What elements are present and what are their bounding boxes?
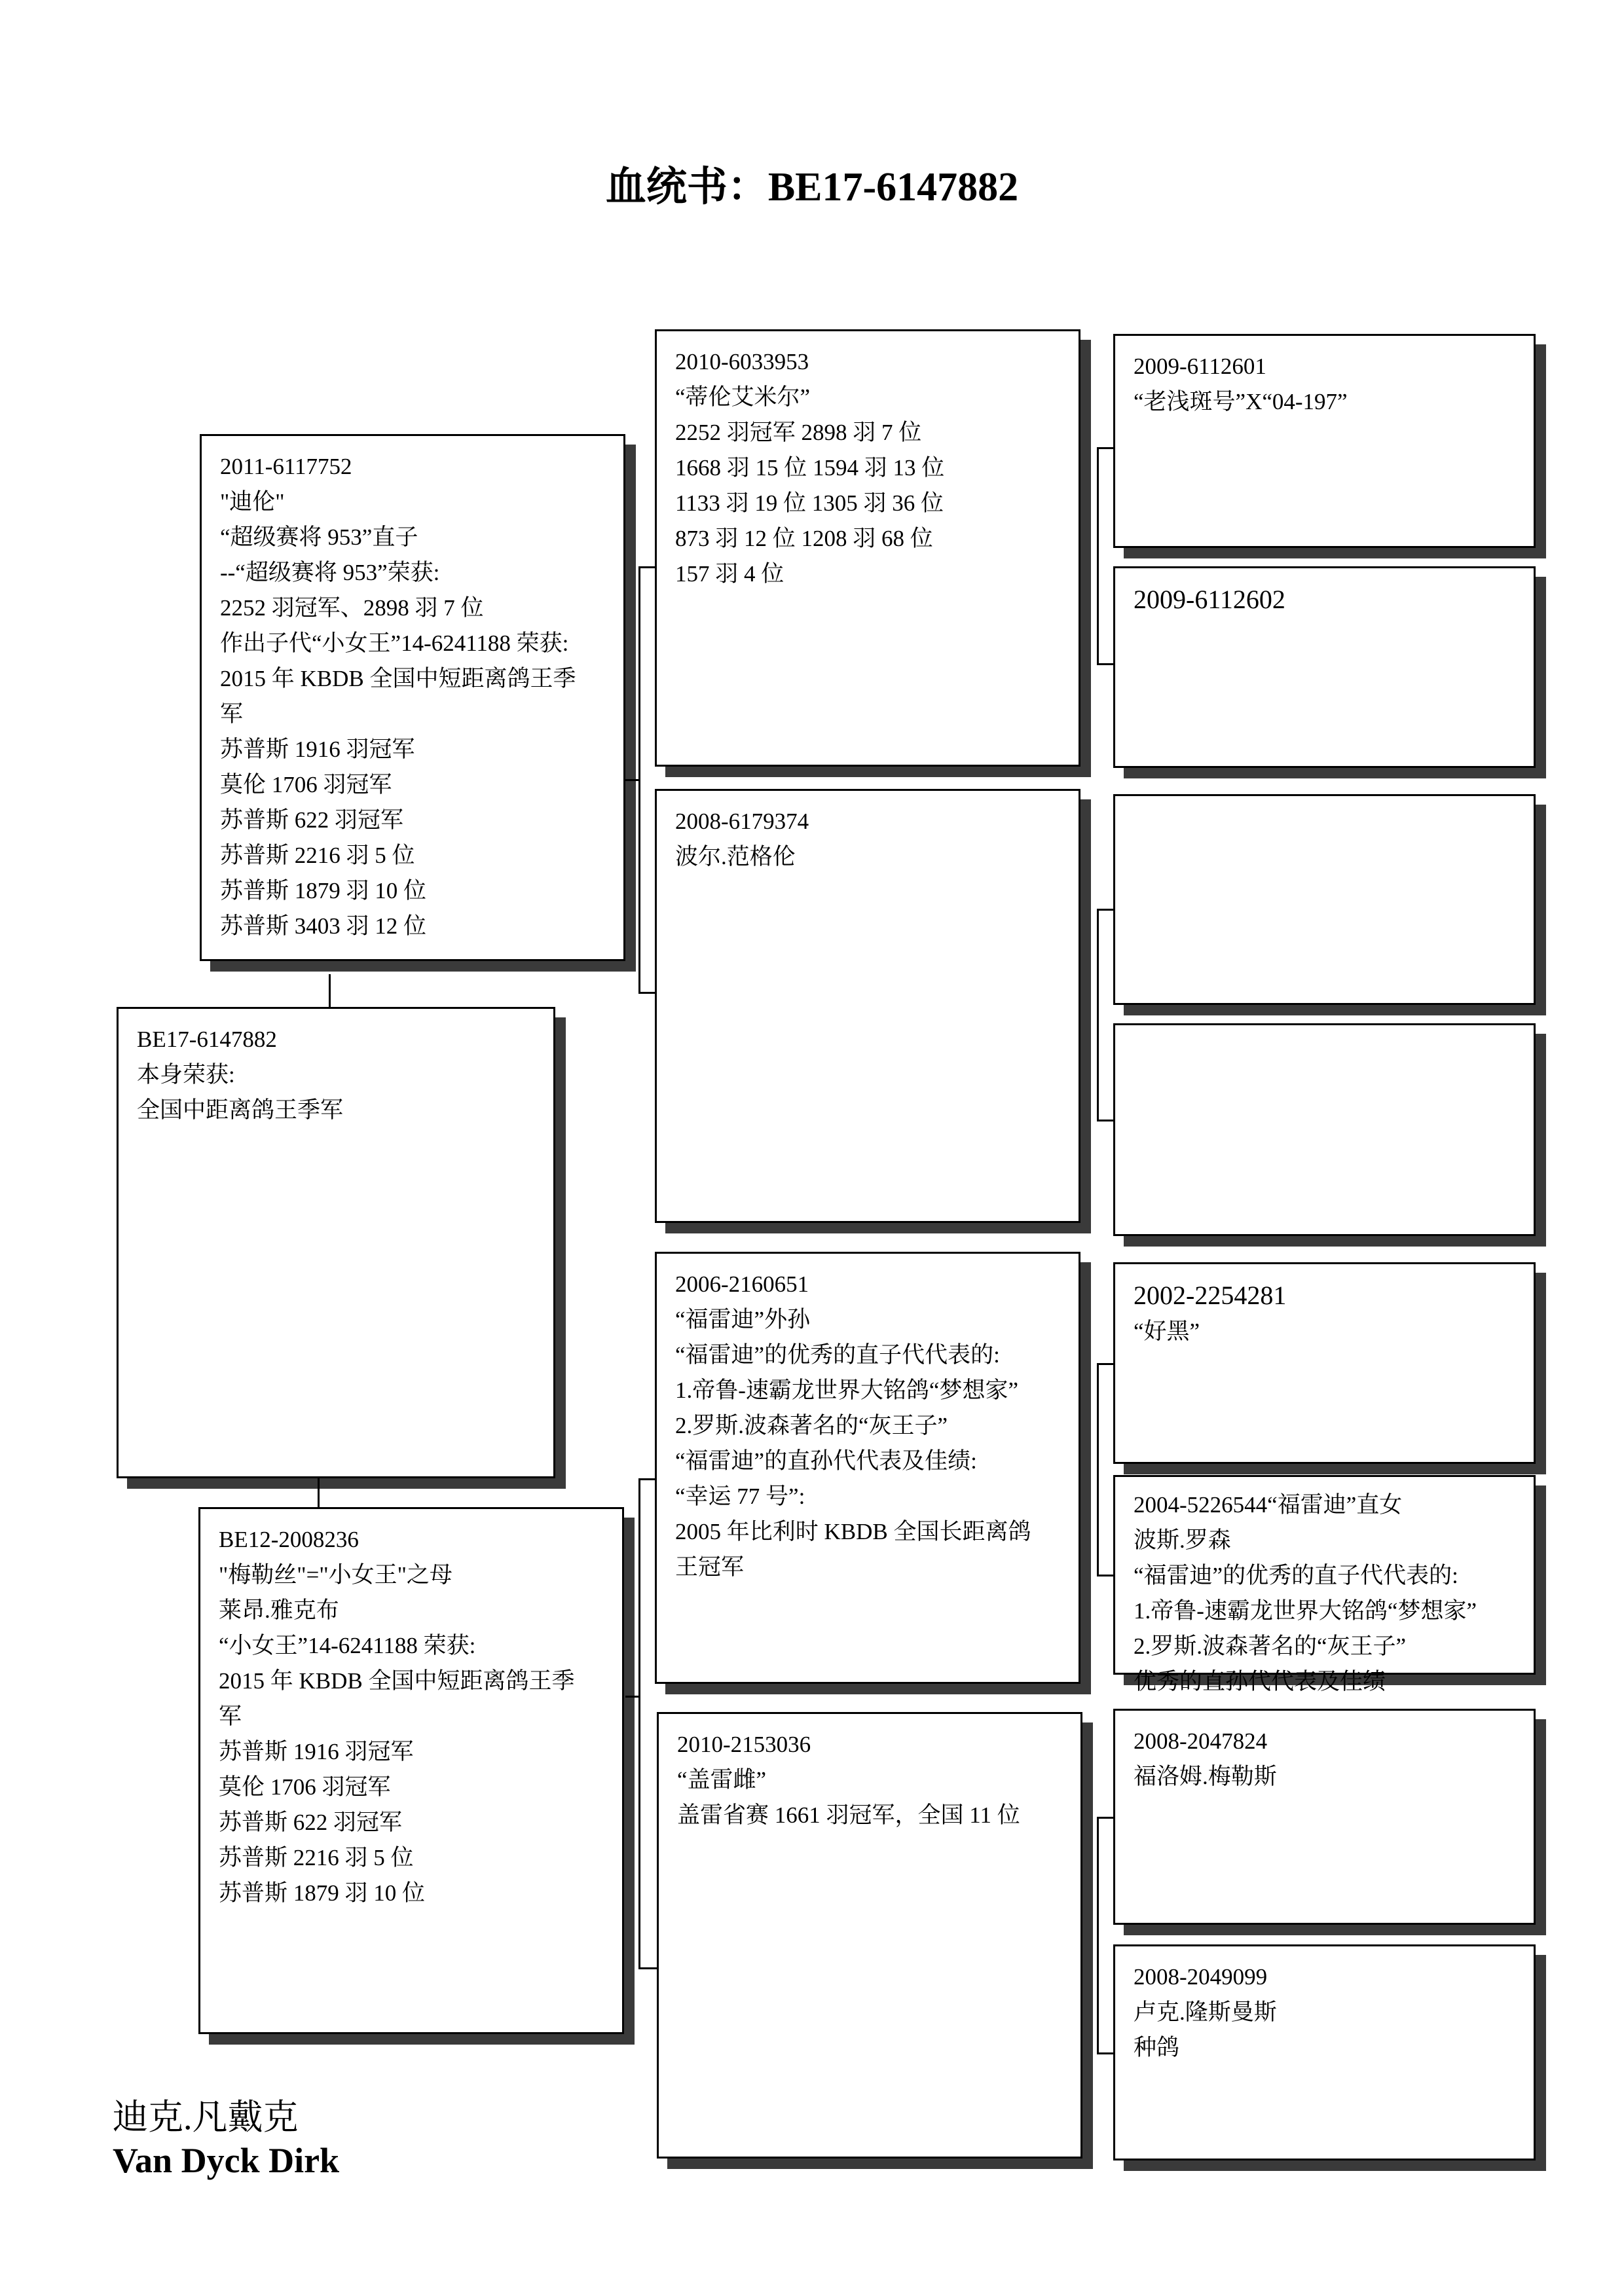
sire-line: 苏普斯 622 羽冠军 [220, 807, 404, 833]
sire-box [200, 434, 625, 961]
sire-sire-line: 1668 羽 15 位 1594 羽 13 位 [675, 455, 945, 481]
sire-line: --“超级赛将 953”荣获: [220, 560, 440, 585]
connector-line [638, 1478, 640, 1967]
g3-box-6 [1113, 1475, 1536, 1694]
dam-dam-box [657, 1712, 1082, 2159]
subject-line: 本身荣获: [137, 1062, 235, 1087]
sire-line: “超级赛将 953”直子 [220, 524, 418, 550]
connector-line [1097, 1363, 1099, 1575]
connector-line [329, 974, 331, 1007]
connector-line [1097, 447, 1099, 663]
dam-sire-line: 2.罗斯.波森著名的“灰王子” [675, 1413, 948, 1438]
dam-sire-line: 1.帝鲁-速霸龙世界大铭鸽“梦想家” [675, 1377, 1018, 1403]
subject-box [117, 1007, 555, 1478]
connector-line [638, 1967, 657, 1969]
sire-dam-line: 波尔.范格伦 [675, 844, 796, 869]
connector-line [1097, 1575, 1113, 1576]
sire-line: 苏普斯 1916 羽冠军 [220, 737, 415, 762]
dam-line: 苏普斯 2216 羽 5 位 [219, 1845, 414, 1870]
g3-6-line: 优秀的直孙代代表及佳绩 [1134, 1669, 1386, 1694]
dam-line: 2015 年 KBDB 全国中短距离鸽王季 [219, 1668, 575, 1694]
dam-dam-ring: 2010-2153036 [677, 1732, 811, 1757]
sire-line: 军 [220, 701, 244, 727]
g3-box-1 [1113, 334, 1536, 548]
subject-line: 全国中距离鸽王季军 [137, 1097, 344, 1123]
sire-line: 苏普斯 2216 羽 5 位 [220, 843, 415, 868]
g3-7-ring: 2008-2047824 [1134, 1728, 1268, 1754]
connector-line [1097, 1120, 1113, 1121]
sire-sire-line: 1133 羽 19 位 1305 羽 36 位 [675, 490, 944, 516]
connector-line [638, 566, 640, 992]
g3-box-4 [1113, 1023, 1536, 1236]
g3-box-2 [1113, 566, 1536, 768]
g3-box-8 [1113, 1944, 1536, 2160]
dam-line: 苏普斯 1916 羽冠军 [219, 1739, 414, 1764]
g3-6-ring: 2004-5226544“福雷迪”直女 [1134, 1492, 1403, 1518]
connector-line [625, 779, 638, 781]
connector-line [1097, 1363, 1113, 1365]
sire-sire-line: 873 羽 12 位 1208 羽 68 位 [675, 526, 933, 551]
dam-line: 莱昂.雅克布 [219, 1597, 339, 1623]
page-title: 血统书：BE17-6147882 [605, 165, 1019, 210]
dam-line: 苏普斯 1879 羽 10 位 [219, 1880, 426, 1906]
g3-5-ring: 2002-2254281 [1134, 1281, 1287, 1310]
sire-line: 作出子代“小女王”14-6241188 荣获: [220, 630, 569, 656]
g3-7-line: 福洛姆.梅勒斯 [1134, 1764, 1277, 1789]
dam-line: "梅勒丝"="小女王"之母 [219, 1562, 452, 1588]
sire-ring: 2011-6117752 [220, 454, 352, 479]
g3-box-5 [1113, 1262, 1536, 1464]
sire-sire-box [655, 329, 1080, 767]
sire-line: "迪伦" [220, 489, 285, 515]
connector-line [638, 992, 655, 994]
connector-line [1097, 1817, 1113, 1819]
sire-line: 苏普斯 3403 羽 12 位 [220, 913, 427, 939]
connector-line [625, 1696, 638, 1698]
g3-8-ring: 2008-2049099 [1134, 1964, 1268, 1990]
sire-sire-line: 2252 羽冠军 2898 羽 7 位 [675, 420, 922, 445]
g3-8-line: 种鸽 [1134, 2035, 1180, 2060]
dam-line: 苏普斯 622 羽冠军 [219, 1810, 403, 1835]
breeder-name-en: Van Dyck Dirk [113, 2141, 340, 2180]
connector-line [1097, 2052, 1113, 2054]
connector-line [638, 566, 655, 568]
connector-line [1097, 1817, 1099, 2052]
breeder-name-cn: 迪克.凡戴克 [113, 2098, 299, 2137]
connector-line [638, 1478, 655, 1480]
sire-sire-line: “蒂伦艾米尔” [675, 384, 811, 410]
connector-line [1097, 909, 1099, 1120]
dam-dam-line: 盖雷省赛 1661 羽冠军，全国 11 位 [677, 1802, 1020, 1828]
g3-6-line: “福雷迪”的优秀的直子代代表的: [1134, 1563, 1458, 1588]
dam-sire-line: “福雷迪”的优秀的直子代代表的: [675, 1342, 1000, 1368]
dam-sire-line: 王冠军 [675, 1554, 745, 1580]
dam-sire-box [655, 1252, 1080, 1684]
g3-5-line: “好黑” [1134, 1319, 1200, 1344]
g3-box-7 [1113, 1709, 1536, 1925]
sire-line: 莫伦 1706 羽冠军 [220, 772, 392, 797]
dam-ring: BE12-2008236 [219, 1527, 359, 1552]
dam-dam-line: “盖雷雌” [677, 1767, 767, 1793]
g3-2-ring: 2009-6112602 [1134, 585, 1285, 614]
sire-line: 苏普斯 1879 羽 10 位 [220, 878, 427, 903]
sire-sire-ring: 2010-6033953 [675, 349, 809, 374]
dam-line: “小女王”14-6241188 荣获: [219, 1633, 476, 1658]
g3-6-line: 2.罗斯.波森著名的“灰王子” [1134, 1633, 1407, 1659]
connector-line [1097, 663, 1113, 665]
dam-line: 军 [219, 1704, 242, 1729]
dam-box [198, 1507, 624, 2034]
g3-1-line: “老浅斑号”X“04-197” [1134, 389, 1348, 414]
breeder-signature [113, 2095, 339, 2181]
connector-line [1097, 447, 1113, 449]
g3-8-line: 卢克.隆斯曼斯 [1134, 1999, 1277, 2025]
dam-sire-line: “幸运 77 号”: [675, 1484, 805, 1509]
sire-dam-ring: 2008-6179374 [675, 809, 809, 834]
dam-sire-line: “福雷迪”的直孙代代表及佳绩: [675, 1448, 977, 1474]
sire-line: 2252 羽冠军、2898 羽 7 位 [220, 595, 484, 621]
sire-line: 2015 年 KBDB 全国中短距离鸽王季 [220, 666, 576, 691]
dam-sire-line: 2005 年比利时 KBDB 全国长距离鸽 [675, 1519, 1031, 1544]
g3-6-line: 1.帝鲁-速霸龙世界大铭鸽“梦想家” [1134, 1598, 1477, 1624]
sire-sire-line: 157 羽 4 位 [675, 561, 784, 587]
dam-sire-ring: 2006-2160651 [675, 1271, 809, 1297]
g3-box-3 [1113, 794, 1536, 1005]
connector-line [318, 1477, 320, 1507]
connector-line [1097, 909, 1113, 911]
g3-6-line: 波斯.罗森 [1134, 1527, 1231, 1553]
subject-ring: BE17-6147882 [137, 1027, 277, 1052]
g3-1-ring: 2009-6112601 [1134, 354, 1266, 379]
dam-line: 莫伦 1706 羽冠军 [219, 1774, 391, 1800]
dam-sire-line: “福雷迪”外孙 [675, 1307, 811, 1332]
sire-dam-box [655, 789, 1080, 1223]
